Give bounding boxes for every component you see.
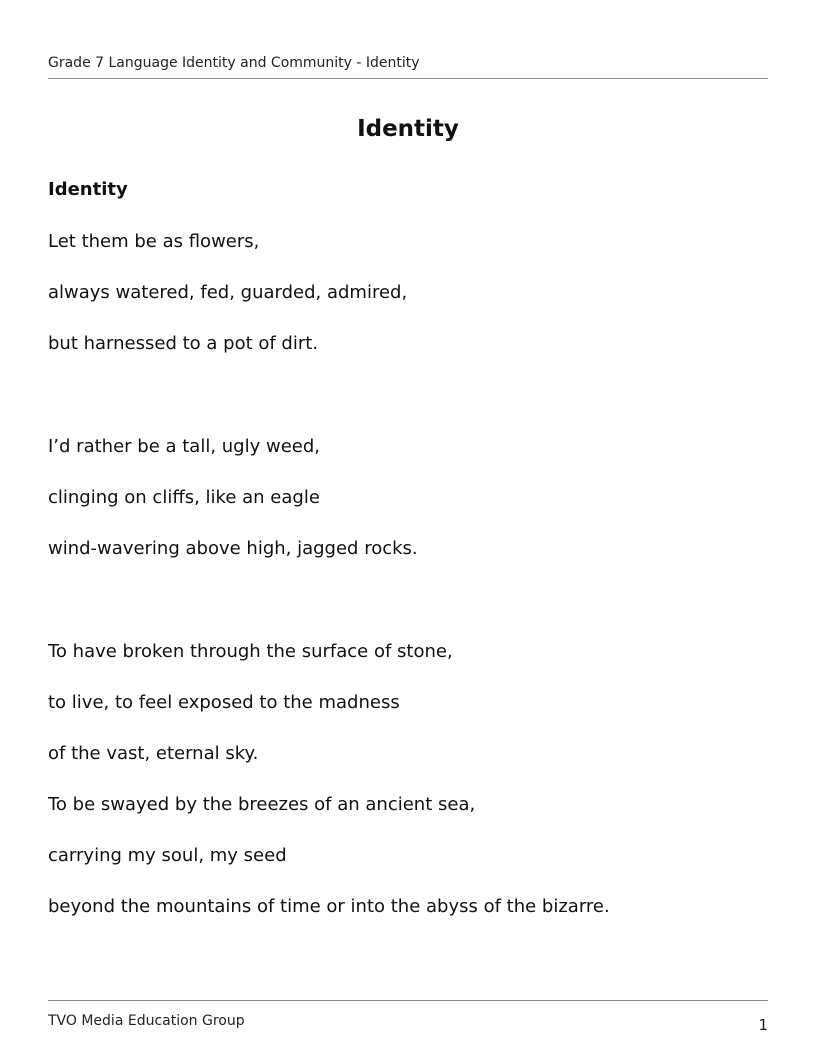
poem-line: Let them be as flowers, [48, 231, 260, 252]
footer-divider [48, 1000, 768, 1001]
stanza-break [48, 588, 768, 640]
stanza-break [48, 383, 768, 435]
stanza-3 [48, 640, 768, 946]
course-title: Grade 7 Language Identity and Community - Identity [48, 55, 420, 71]
poem-line: of the vast, eternal sky. [48, 743, 259, 764]
poem-line: always watered, fed, guarded, admired, [48, 282, 408, 303]
poem-line: To have broken through the surface of stone, [48, 641, 453, 662]
publisher-name: TVO Media Education Group [48, 1013, 245, 1029]
poem-line: To be swayed by the breezes of an ancient sea, [48, 794, 476, 815]
page-title: Identity [357, 116, 459, 142]
poem-line: wind-wavering above high, jagged rocks. [48, 538, 418, 559]
poem-line: carrying my soul, my seed [48, 845, 287, 866]
poem-body [48, 230, 768, 946]
poem-line: I’d rather be a tall, ugly weed, [48, 436, 321, 457]
page-number: 1 [758, 1016, 768, 1034]
stanza-1 [48, 230, 768, 383]
poem-title: Identity [48, 179, 128, 200]
poem-line: but harnessed to a pot of dirt. [48, 333, 319, 354]
header-divider [48, 78, 768, 79]
poem-line: clinging on cliffs, like an eagle [48, 487, 320, 508]
poem-line: beyond the mountains of time or into the abyss of the bizarre. [48, 896, 610, 917]
poem-line: to live, to feel exposed to the madness [48, 692, 400, 713]
stanza-2 [48, 435, 768, 588]
